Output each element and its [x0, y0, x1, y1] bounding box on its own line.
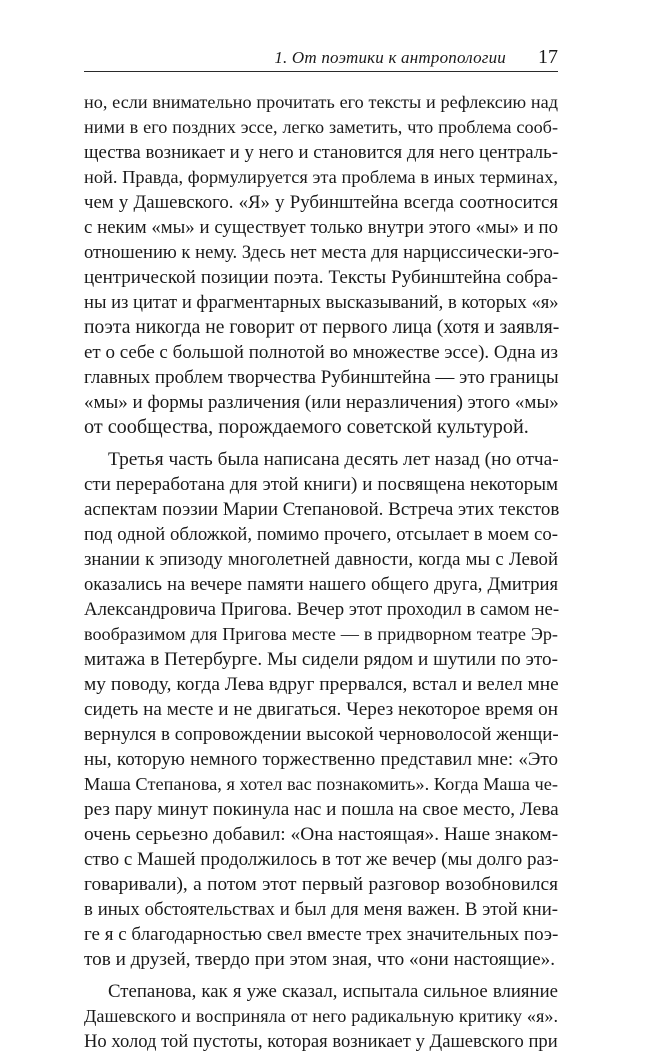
text-line: центрической позиции поэта. Тексты Рубинштейна собра- [84, 267, 558, 288]
paragraph-gap [84, 440, 558, 447]
text-line: Третья часть была написана десять лет назад (но отча- [108, 449, 559, 470]
text-line: рез пару минут покинула нас и пошла на свое место, Лева [84, 799, 559, 820]
text-line: главных проблем творчества Рубинштейна — это границы [84, 367, 559, 388]
text-line: сти переработана для этой книги) и посвящена некоторым [84, 474, 558, 495]
text-line: говаривали), а потом этот первый разговор возобновился [84, 874, 558, 895]
text-line: с неким «мы» и существует только внутри этого «мы» и по [84, 217, 558, 238]
text-line: под одной обложкой, помимо прочего, отсылает в моем со- [84, 524, 558, 545]
text-line: очень серьезно добавил: «Она настоящая». Наше знаком- [84, 824, 559, 845]
text-line: знании к эпизоду многолетней давности, когда мы с Левой [84, 549, 558, 570]
paragraph [84, 979, 558, 1054]
text-line: Маша Степанова, я хотел вас познакомить». Когда Маша че- [84, 774, 559, 794]
text-line: Дашевского и восприняла от него радикальную критику «я». [84, 1006, 558, 1026]
text-line: отношению к нему. Здесь нет места для нарциссически-эго- [84, 242, 560, 263]
text-line: му поводу, когда Лева вдруг прервался, встал и велел мне [84, 674, 559, 695]
running-title: 1. От поэтики к антропологии [274, 48, 506, 67]
header-rule [84, 71, 558, 72]
text-line: ны из цитат и фрагментарных высказываний, в которых «я» [84, 292, 559, 313]
text-line: ними в его поздних эссе, легко заметить, что проблема сооб- [84, 117, 558, 137]
text-line: Но холод той пустоты, которая возникает у Дашевского при [84, 1031, 558, 1052]
text-line: ной. Правда, формулируется эта проблема в иных терминах, [84, 167, 558, 187]
text-line: ство с Машей продолжилось в тот же вечер (мы долго раз- [84, 849, 559, 870]
text-line: но, если внимательно прочитать его тексты и рефлексию над [84, 92, 558, 112]
text-line: аспектам поэзии Марии Степановой. Встреча этих текстов [84, 499, 560, 520]
text-line: сидеть на месте и не двигаться. Через некоторое время он [84, 699, 558, 720]
text-line: в иных обстоятельствах и был для меня важен. В этой кни- [84, 899, 558, 920]
paragraph [84, 447, 558, 972]
text-line: ге я с благодарностью свел вместе трех значительных поэ- [84, 924, 559, 945]
text-line: ет о себе с большой полнотой во множестве эссе). Одна из [84, 342, 559, 363]
text-line: поэта никогда не говорит от первого лица (хотя и заявля- [84, 317, 560, 338]
text-line: вернулся в сопровождении высокой черноволосой женщи- [84, 724, 559, 745]
body-text [84, 90, 558, 1054]
paragraph [84, 90, 558, 440]
text-line: от сообщества, порождаемого советской культурой. [84, 416, 529, 438]
text-line: Александровича Пригова. Вечер этот проходил в самом не- [84, 599, 560, 620]
page-number: 17 [538, 46, 558, 68]
paragraph-gap [84, 972, 558, 979]
text-line: оказались на вечере памяти нашего общего друга, Дмитрия [84, 574, 558, 595]
text-line: митажа в Петербурге. Мы сидели рядом и шутили по это- [84, 649, 558, 670]
text-line: тов и друзей, твердо при этом зная, что «они настоящие». [84, 949, 556, 970]
text-line: чем у Дашевского. «Я» у Рубинштейна всегда соотносится [84, 192, 558, 213]
running-head [84, 44, 558, 72]
text-line: «мы» и формы различения (или неразличения) этого «мы» [84, 392, 559, 413]
text-line: вообразимом для Пригова месте — в придворном театре Эр- [84, 624, 558, 644]
text-line: ны, которую немного торжественно представил мне: «Это [84, 749, 558, 770]
text-line: щества возникает и у него и становится для него централь- [84, 142, 558, 163]
text-line: Степанова, как я уже сказал, испытала сильное влияние [108, 981, 558, 1002]
